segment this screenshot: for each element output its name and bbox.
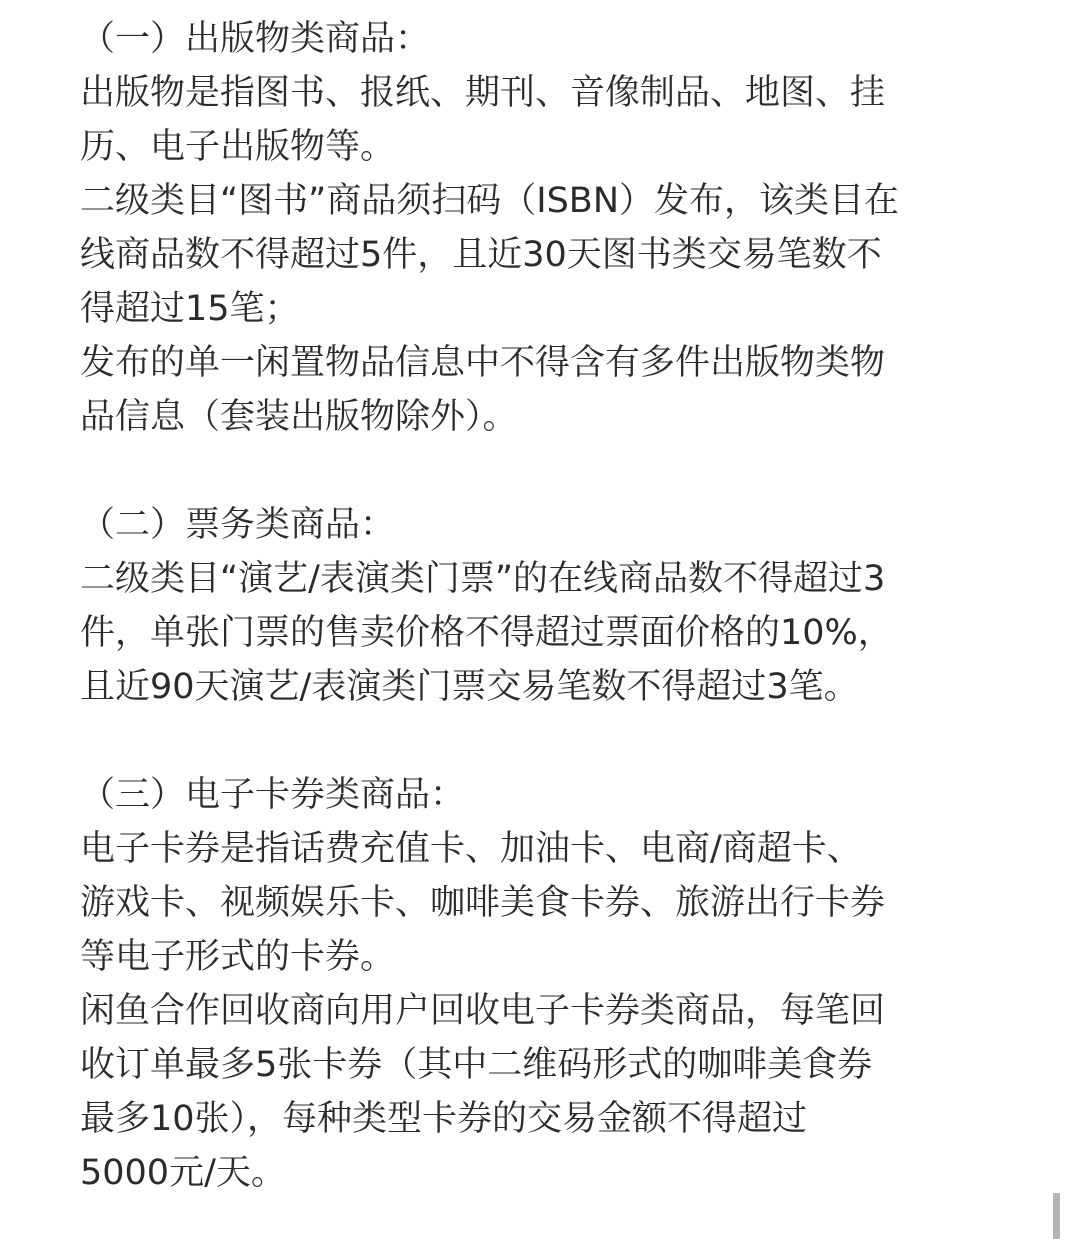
section-heading: （一）出版物类商品： bbox=[80, 19, 431, 59]
paragraph-line: 件，单张门票的售卖价格不得超过票面价格的10%， bbox=[80, 613, 893, 653]
document-body bbox=[80, 12, 950, 1200]
paragraph-line: 收订单最多5张卡券（其中二维码形式的咖啡美食券 bbox=[80, 1045, 873, 1085]
paragraph-line: 游戏卡、视频娱乐卡、咖啡美食卡券、旅游出行卡券 bbox=[80, 883, 886, 923]
paragraph-line: 最多10张），每种类型卡券的交易金额不得超过 bbox=[80, 1099, 808, 1139]
paragraph-line: 品信息（套装出版物除外）。 bbox=[80, 397, 518, 437]
paragraph-line: 5000元/天。 bbox=[80, 1153, 286, 1193]
paragraph-line: 历、电子出版物等。 bbox=[80, 127, 396, 167]
section-heading: （二）票务类商品： bbox=[80, 505, 396, 545]
section-spacer bbox=[80, 444, 950, 498]
section-publications bbox=[80, 12, 950, 444]
paragraph-line: 出版物是指图书、报纸、期刊、音像制品、地图、挂 bbox=[80, 73, 886, 113]
paragraph-line: 发布的单一闲置物品信息中不得含有多件出版物类物 bbox=[80, 343, 886, 383]
section-tickets bbox=[80, 498, 950, 714]
paragraph-line: 二级类目“图书”商品须扫码（ISBN）发布，该类目在 bbox=[80, 181, 899, 221]
paragraph-line: 得超过15笔； bbox=[80, 289, 300, 329]
section-heading: （三）电子卡券类商品： bbox=[80, 775, 466, 815]
paragraph-line: 二级类目“演艺/表演类门票”的在线商品数不得超过3 bbox=[80, 559, 886, 599]
paragraph-line: 且近90天演艺/表演类门票交易笔数不得超过3笔。 bbox=[80, 667, 859, 707]
section-spacer bbox=[80, 714, 950, 768]
paragraph-line: 等电子形式的卡券。 bbox=[80, 937, 396, 977]
section-e-cards bbox=[80, 768, 950, 1200]
paragraph-line: 电子卡券是指话费充值卡、加油卡、电商/商超卡、 bbox=[80, 829, 862, 869]
paragraph-line: 线商品数不得超过5件，且近30天图书类交易笔数不 bbox=[80, 235, 882, 275]
paragraph-line: 闲鱼合作回收商向用户回收电子卡券类商品，每笔回 bbox=[80, 991, 886, 1031]
vertical-scrollbar[interactable] bbox=[1053, 1193, 1060, 1239]
